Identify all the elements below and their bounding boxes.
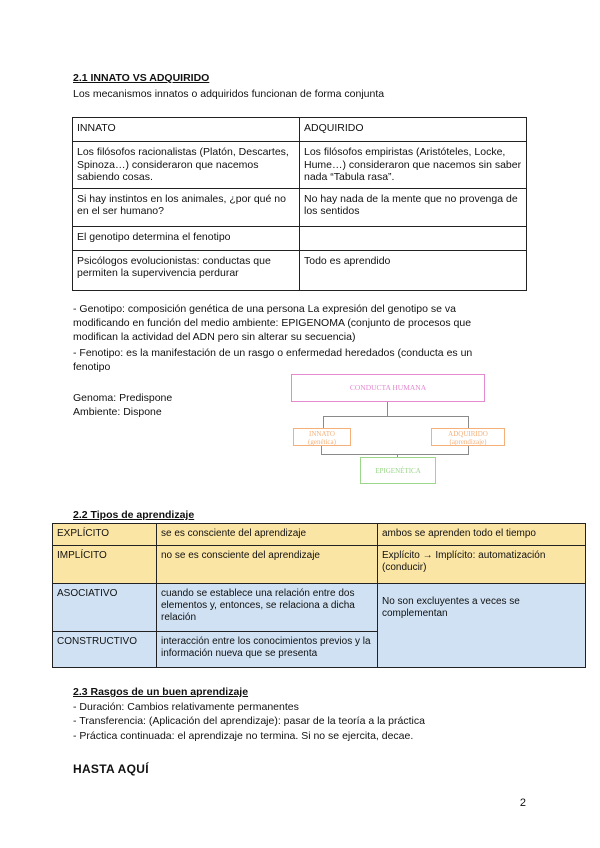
table-cell-type: CONSTRUCTIVO <box>53 632 157 668</box>
table-header-adquirido: ADQUIRIDO <box>300 118 527 142</box>
diagram-box-innato <box>293 428 351 446</box>
note-line: modifican la actividad del ADN pero sin alterar su secuencia) <box>73 331 356 343</box>
list-item: - Duración: Cambios relativamente permanentes <box>73 701 299 713</box>
table-cell: Los filósofos empiristas (Aristóteles, Locke, Hume…) consideraron que nacemos sin saber nada “Tabula rasa”. <box>300 142 527 189</box>
hasta-aqui-label: HASTA AQUÍ <box>73 762 149 776</box>
table-cell: Los filósofos racionalistas (Platón, Descartes, Spinoza…) consideraron que nacemos sabiendo cosas. <box>73 142 300 189</box>
table-cell <box>300 226 527 250</box>
note-line: fenotipo <box>73 361 111 373</box>
table-cell-desc: se es consciente del aprendizaje <box>157 524 378 546</box>
innato-adquirido-table <box>72 117 527 291</box>
table-header-innato: INNATO <box>73 118 300 142</box>
diagram-connector <box>468 446 469 454</box>
list-item: - Práctica continuada: el aprendizaje no termina. Si no se ejercita, decae. <box>73 730 414 742</box>
note-line: modificando en función del medio ambiente: EPIGENOMA (conjunto de procesos que <box>73 317 472 329</box>
diagram-label-genetica: (genética) <box>308 438 336 446</box>
table-cell-type: EXPLÍCITO <box>53 524 157 546</box>
diagram-box-adquirido <box>431 428 505 446</box>
tipos-aprendizaje-table <box>52 523 586 668</box>
diagram-label-adquirido: ADQUIRIDO <box>448 430 488 438</box>
ambiente-line: Ambiente: Dispone <box>73 406 162 418</box>
diagram-box-conducta <box>291 374 485 402</box>
table-cell: Todo es aprendido <box>300 250 527 290</box>
table-cell-type: ASOCIATIVO <box>53 584 157 632</box>
note-line: - Genotipo: composición genética de una persona La expresión del genotipo se va <box>73 303 456 315</box>
diagram-connector <box>323 416 468 417</box>
diagram-label-conducta: CONDUCTA HUMANA <box>349 383 427 392</box>
table-cell: No hay nada de la mente que no provenga de los sentidos <box>300 188 527 226</box>
table-cell-desc: no se es consciente del aprendizaje <box>157 546 378 584</box>
diagram-label-innato: INNATO <box>309 430 335 438</box>
list-item: - Transferencia: (Aplicación del aprendizaje): pasar de la teoría a la práctica <box>73 715 425 727</box>
diagram-connector <box>323 416 324 428</box>
diagram-connector <box>321 446 322 454</box>
section-heading-innato: 2.1 INNATO VS ADQUIRIDO <box>73 72 210 84</box>
table-cell: Psicólogos evolucionistas: conductas que permiten la supervivencia perdurar <box>73 250 300 290</box>
table-cell-type: IMPLÍCITO <box>53 546 157 584</box>
section-heading-tipos: 2.2 Tipos de aprendizaje <box>73 509 195 521</box>
table-cell: Si hay instintos en los animales, ¿por qué no en el ser humano? <box>73 188 300 226</box>
diagram-connector <box>321 454 469 455</box>
section-intro: Los mecanismos innatos o adquiridos funcionan de forma conjunta <box>73 88 385 100</box>
table-cell-desc: cuando se establece una relación entre dos elementos y, entonces, se relaciona a dicha relación <box>157 584 378 632</box>
table-cell-note: ambos se aprenden todo el tiempo <box>378 524 586 546</box>
table-cell-desc: interacción entre los conocimientos previos y la información nueva que se presenta <box>157 632 378 668</box>
section-heading-rasgos: 2.3 Rasgos de un buen aprendizaje <box>73 686 249 698</box>
conducta-diagram <box>283 370 515 485</box>
table-cell-note: No son excluyentes a veces se complementan <box>378 584 586 668</box>
page-number: 2 <box>519 797 526 809</box>
diagram-connector <box>468 416 469 428</box>
diagram-connector <box>387 402 388 416</box>
diagram-label-epigenetica: EPIGENÉTICA <box>375 467 421 475</box>
diagram-box-epigenetica <box>360 457 436 484</box>
genoma-line: Genoma: Predispone <box>73 392 173 404</box>
diagram-label-aprendizaje: (aprendizaje) <box>449 438 487 446</box>
table-cell: El genotipo determina el fenotipo <box>73 226 300 250</box>
table-cell-note: Explícito → Implícito: automatización (conducir) <box>378 546 586 584</box>
note-line: - Fenotipo: es la manifestación de un rasgo o enfermedad heredados (conducta es un <box>73 347 473 359</box>
